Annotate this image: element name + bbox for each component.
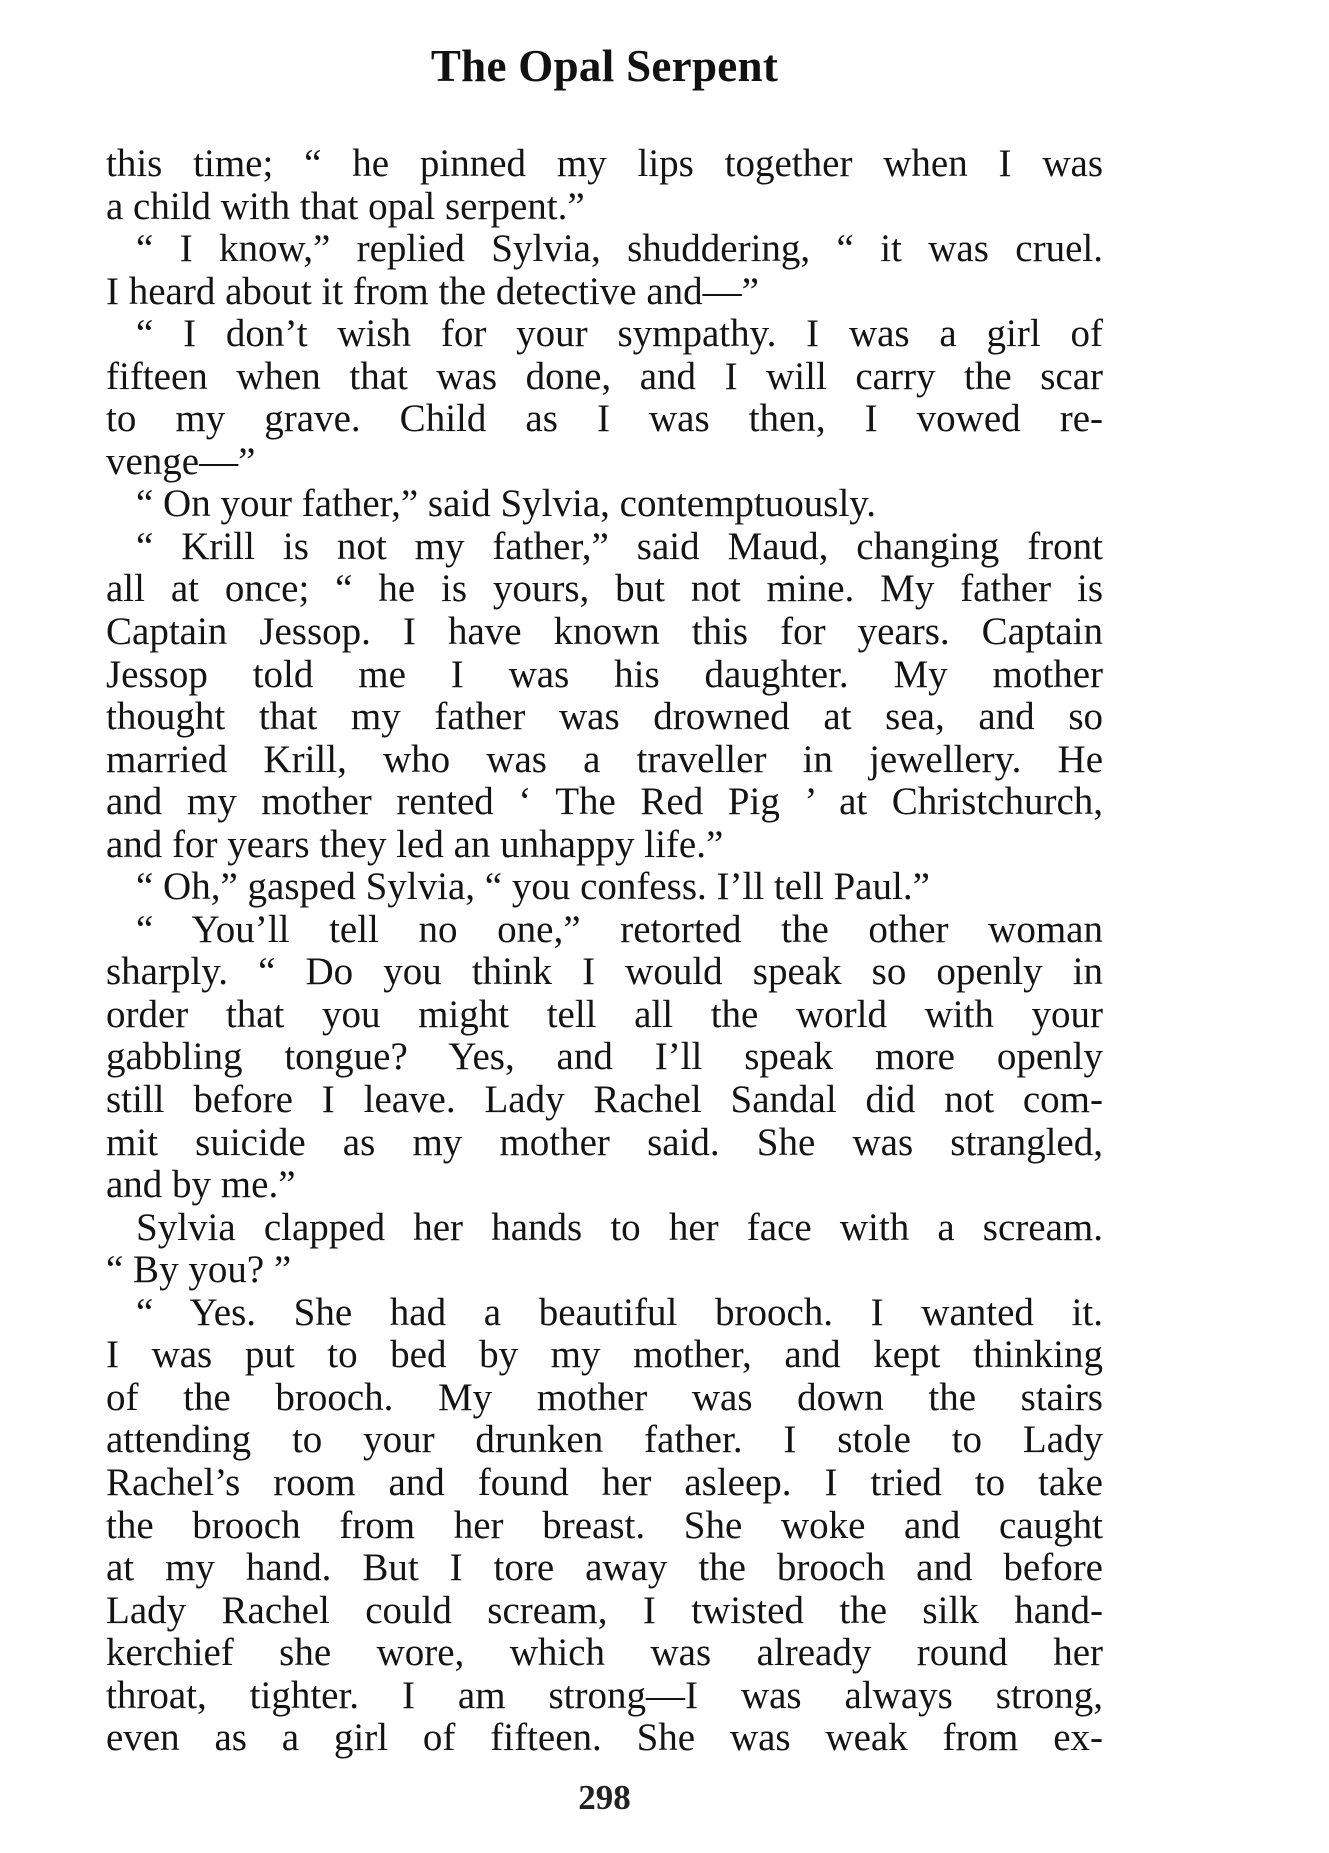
text-line: even as a girl of fifteen. She was weak from ex- [106, 1716, 1103, 1760]
text-line: the brooch from her breast. She woke and caught [106, 1503, 1103, 1547]
text-line: this time; “ he pinned my lips together when I was [106, 142, 1103, 185]
text-line: thought that my father was drowned at sea, and so [106, 695, 1103, 739]
text-line: “ By you? ” [106, 1248, 292, 1292]
text-line: and my mother rented ‘ The Red Pig ’ at Christchurch, [106, 780, 1103, 824]
text-line: “ On your father,” said Sylvia, contemptuously. [136, 482, 876, 526]
text-line: “ Yes. She had a beautiful brooch. I wanted it. [136, 1290, 1103, 1334]
text-line: Lady Rachel could scream, I twisted the silk hand- [106, 1588, 1103, 1632]
running-head-title: The Opal Serpent [430, 41, 779, 91]
text-line: still before I leave. Lady Rachel Sandal did not com- [106, 1078, 1103, 1122]
text-line: at my hand. But I tore away the brooch and before [106, 1546, 1103, 1590]
text-line: “ Oh,” gasped Sylvia, “ you confess. I’ll tell Paul.” [136, 865, 930, 909]
text-line: and for years they led an unhappy life.” [106, 822, 724, 866]
text-line: venge—” [106, 439, 256, 483]
text-line: “ Krill is not my father,” said Maud, changing front [136, 524, 1103, 568]
text-line: “ You’ll tell no one,” retorted the other woman [136, 907, 1103, 951]
text-line: “ I don’t wish for your sympathy. I was a girl of [136, 312, 1103, 356]
text-line: gabbling tongue? Yes, and I’ll speak more openly [106, 1035, 1103, 1079]
text-line: to my grave. Child as I was then, I vowed re- [106, 397, 1103, 441]
page-number: 298 [578, 1778, 631, 1817]
body-text [106, 143, 1103, 1760]
text-line: “ I know,” replied Sylvia, shuddering, “ it was cruel. [136, 227, 1103, 271]
text-line: Jessop told me I was his daughter. My mother [106, 652, 1103, 696]
text-line: a child with that opal serpent.” [106, 184, 585, 228]
text-line: of the brooch. My mother was down the stairs [106, 1375, 1103, 1419]
text-line: I heard about it from the detective and—” [106, 269, 759, 313]
text-line: order that you might tell all the world with your [106, 992, 1103, 1036]
text-line: fifteen when that was done, and I will carry the scar [106, 354, 1103, 398]
text-line: mit suicide as my mother said. She was strangled, [106, 1120, 1103, 1164]
text-line: married Krill, who was a traveller in jewellery. He [106, 737, 1103, 781]
text-line: kerchief she wore, which was already round her [106, 1631, 1103, 1675]
text-line: all at once; “ he is yours, but not mine. My father is [106, 567, 1103, 611]
text-line: Rachel’s room and found her asleep. I tried to take [106, 1460, 1103, 1504]
text-line: I was put to bed by my mother, and kept thinking [106, 1333, 1103, 1377]
text-line: sharply. “ Do you think I would speak so openly in [106, 950, 1103, 994]
text-line: Sylvia clapped her hands to her face with a scream. [136, 1205, 1103, 1249]
text-line: attending to your drunken father. I stole to Lady [106, 1418, 1103, 1462]
text-line: and by me.” [106, 1163, 296, 1207]
text-line: Captain Jessop. I have known this for years. Captain [106, 610, 1103, 654]
text-line: throat, tighter. I am strong—I was always strong, [106, 1673, 1103, 1717]
